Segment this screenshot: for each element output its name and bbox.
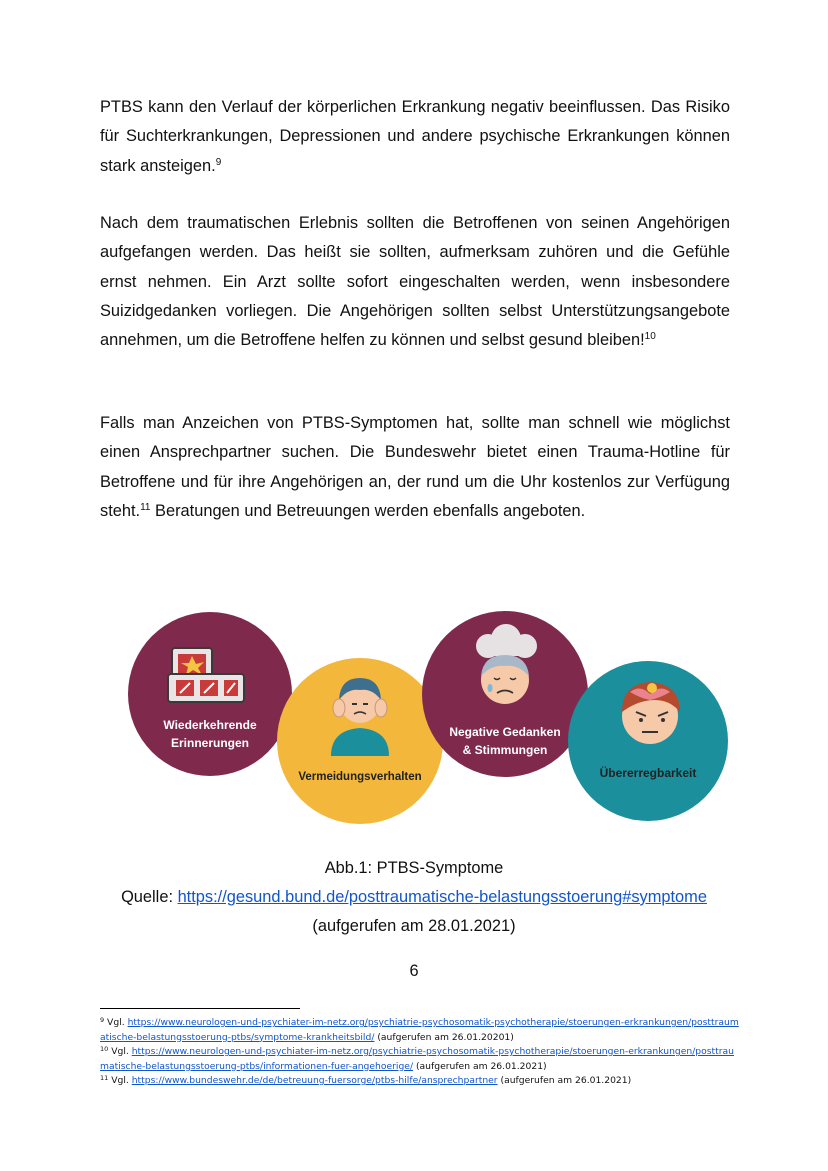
- footnote-9: [100, 1016, 740, 1045]
- symptom-label-flashbacks-1: Wiederkehrende: [163, 718, 257, 732]
- footnote-ref-10[interactable]: 10: [644, 331, 656, 343]
- paragraph-text-continued: Beratungen und Betreuungen werden ebenfalls angeboten.: [150, 501, 586, 520]
- symptom-label-negative-thoughts-2: & Stimmungen: [462, 743, 548, 757]
- footnote-suffix: (aufgerufen am 26.01.2021): [413, 1060, 547, 1072]
- symptom-circle-hyperarousal: [568, 661, 728, 821]
- footnote-link[interactable]: https://www.neurologen-und-psychiater-im-netz.org/psychiatrie-psychosomatik-psychotherapie/stoerungen-erkrankungen/posttraumatische-belastungsstoerung-ptbs/informationen-fuer-angehoerige/: [100, 1046, 734, 1072]
- footnote-number: 11: [100, 1074, 109, 1082]
- symptom-circle-flashbacks: [128, 612, 292, 776]
- symptom-label-flashbacks-2: Erinnerungen: [170, 736, 250, 750]
- footnotes: [100, 1016, 740, 1089]
- figure-caption-source: [0, 885, 828, 909]
- symptoms-infographic: [0, 608, 828, 833]
- paragraph-text: Nach dem traumatischen Erlebnis sollten die Betroffenen von seinen Angehörigen aufgefangen werden. Das heißt sie sollten, aufmerksam zuhören und die Gefühle ernst nehmen. Ein Arzt sollte sofort eingeschalten werden, wenn insbesondere Suizidgedanken vorliegen. Die Angehörigen sollten selbst Unterstützungsangebote annehmen, um die Betroffene helfen zu können und selbst gesund bleiben!: [100, 214, 730, 350]
- symptom-label-avoidance: Vermeidungsverhalten: [298, 771, 422, 783]
- symptom-circle-avoidance: [277, 658, 443, 824]
- symptom-label-negative-thoughts-1: Negative Gedanken: [449, 725, 561, 739]
- footnote-prefix: Vgl.: [104, 1017, 128, 1028]
- footnote-ref-11[interactable]: 11: [140, 501, 151, 513]
- footnote-suffix: (aufgerufen am 26.01.2021): [497, 1075, 632, 1086]
- paragraph-ptbs-risks: [100, 93, 730, 181]
- paragraph-hotline: [100, 409, 730, 526]
- figure-caption-title: Abb.1: PTBS-Symptome: [324, 859, 504, 877]
- figure-caption-accessed: (aufgerufen am 28.01.2021): [312, 917, 516, 935]
- footnote-separator: [100, 1008, 300, 1009]
- paragraph-text: PTBS kann den Verlauf der körperlichen Erkrankung negativ beeinflussen. Das Risiko für Suchterkrankungen, Depressionen und andere psychische Erkrankungen können stark ansteigen.: [100, 98, 730, 175]
- footnote-suffix: (aufgerufen am 26.01.20201): [374, 1031, 514, 1043]
- page-number: 6: [409, 962, 419, 980]
- footnote-number: 10: [100, 1045, 109, 1053]
- source-label: Quelle:: [121, 888, 178, 906]
- footnote-number: 9: [100, 1016, 105, 1024]
- symptom-label-hyperarousal: Übererregbarkeit: [599, 766, 697, 780]
- symptom-circle-negative-thoughts: [422, 611, 588, 777]
- footnote-prefix: Vgl.: [108, 1046, 132, 1057]
- paragraph-text: Falls man Anzeichen von PTBS-Symptomen hat, sollte man schnell wie möglichst einen Ansprechpartner suchen. Die Bundeswehr bietet einen Trauma-Hotline für Betroffene und für ihre Angehörigen an, der rund um die Uhr kostenlos zur Verfügung steht.: [100, 414, 730, 520]
- footnote-link[interactable]: https://www.neurologen-und-psychiater-im-netz.org/psychiatrie-psychosomatik-psychotherapie/stoerungen-erkrankungen/posttraumatische-belastungsstoerung-ptbs/symptome-krankheitsbild/: [100, 1017, 739, 1043]
- ptbs-symptoms-figure: [0, 608, 828, 833]
- footnote-11: [100, 1074, 740, 1089]
- footnote-link[interactable]: https://www.bundeswehr.de/de/betreuung-fuersorge/ptbs-hilfe/ansprechpartner: [131, 1075, 498, 1086]
- footnote-10: [100, 1045, 740, 1074]
- paragraph-relatives-support: [100, 209, 730, 355]
- footnote-ref-9[interactable]: 9: [215, 156, 222, 168]
- footnote-prefix: Vgl.: [108, 1075, 132, 1086]
- source-link[interactable]: https://gesund.bund.de/posttraumatische-belastungsstoerung#symptome: [177, 888, 707, 906]
